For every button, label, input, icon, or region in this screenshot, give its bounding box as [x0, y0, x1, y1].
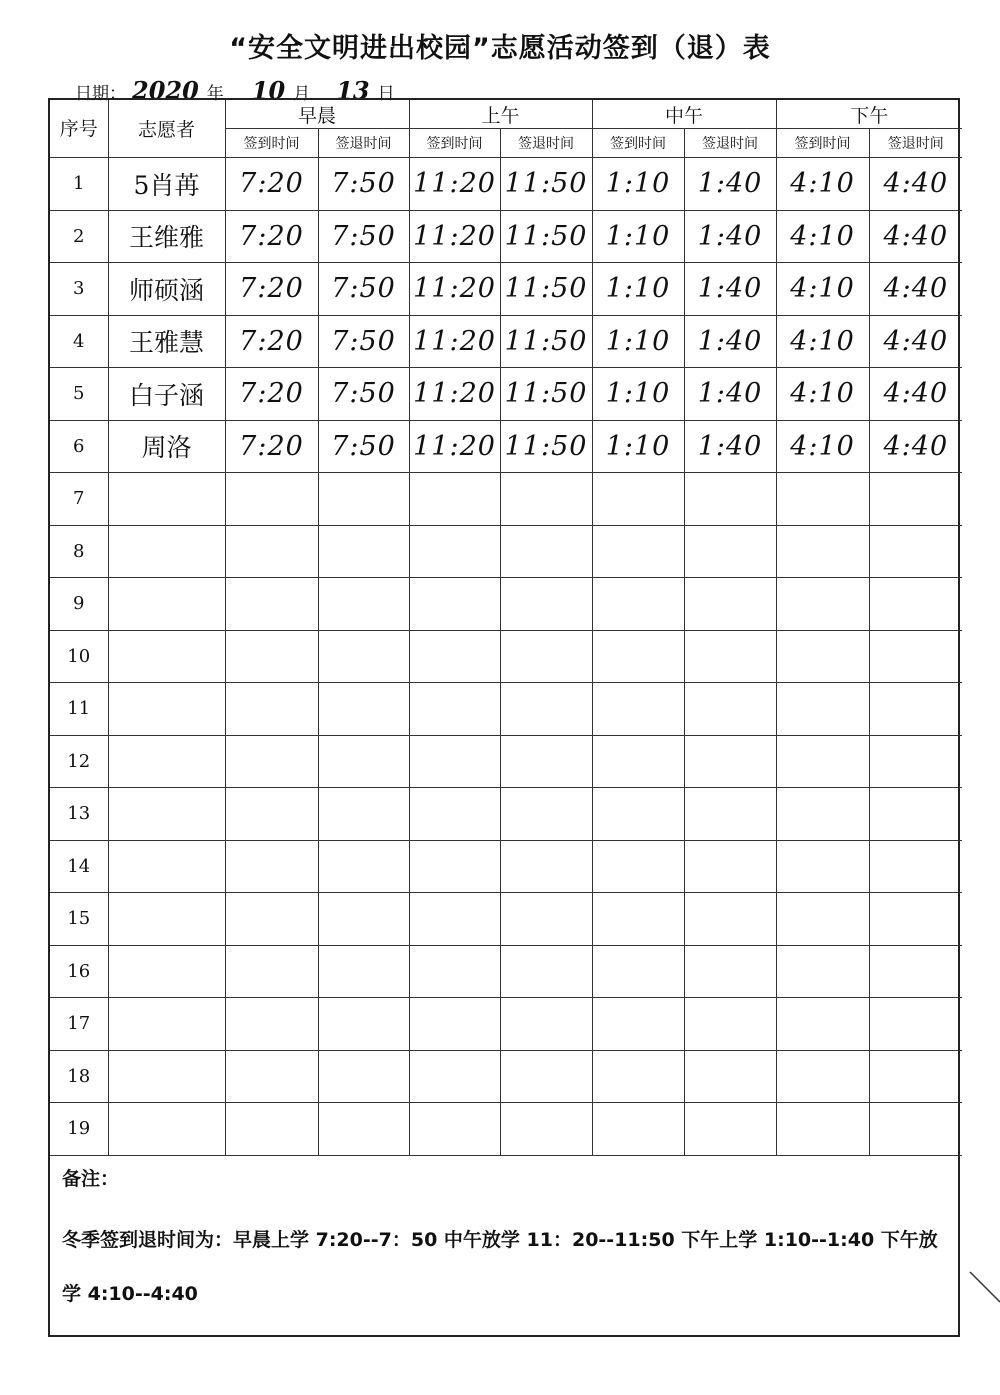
- volunteer-name: 白子涵: [108, 368, 225, 421]
- row-number: 13: [50, 788, 108, 841]
- table-row: [50, 630, 962, 683]
- signout-time: [684, 578, 776, 631]
- signin-time: [592, 840, 684, 893]
- signout-time: 1:40: [684, 315, 776, 368]
- subheader-cell: 签退时间: [684, 129, 776, 158]
- volunteer-name: 王雅慧: [108, 315, 225, 368]
- signout-time: 11:50: [500, 158, 592, 211]
- signin-time: 11:20: [409, 368, 500, 421]
- table-row: [50, 840, 962, 893]
- signout-time: [869, 735, 962, 788]
- signin-time: [409, 945, 500, 998]
- period-header: 早晨: [225, 100, 409, 129]
- signin-time: [592, 1103, 684, 1156]
- table-row: [50, 893, 962, 946]
- signin-time: [776, 473, 869, 526]
- signout-time: [318, 1050, 409, 1103]
- signin-time: 4:10: [776, 263, 869, 316]
- signin-time: [776, 735, 869, 788]
- signin-time: [409, 1050, 500, 1103]
- subheader-cell: 签退时间: [500, 129, 592, 158]
- signout-time: [500, 683, 592, 736]
- table-row: [50, 315, 962, 368]
- row-number: 4: [50, 315, 108, 368]
- signout-time: [684, 525, 776, 578]
- signout-time: 7:50: [318, 210, 409, 263]
- row-number: 11: [50, 683, 108, 736]
- table-row: [50, 420, 962, 473]
- signin-time: [409, 735, 500, 788]
- signin-time: 4:10: [776, 210, 869, 263]
- row-number: 18: [50, 1050, 108, 1103]
- signin-time: [776, 683, 869, 736]
- signout-time: [318, 840, 409, 893]
- table-row: [50, 735, 962, 788]
- signout-time: [318, 1103, 409, 1156]
- signin-time: 11:20: [409, 210, 500, 263]
- row-number: 8: [50, 525, 108, 578]
- signin-time: [776, 788, 869, 841]
- table-row: [50, 473, 962, 526]
- signout-time: [500, 1050, 592, 1103]
- signin-time: [225, 1103, 318, 1156]
- signout-time: [500, 1103, 592, 1156]
- signout-time: 7:50: [318, 263, 409, 316]
- signin-time: [225, 893, 318, 946]
- volunteer-name: [108, 1050, 225, 1103]
- date-day-unit: 日: [377, 84, 395, 104]
- signout-time: [500, 735, 592, 788]
- signin-sheet: [48, 98, 960, 1337]
- signout-time: [869, 1050, 962, 1103]
- volunteer-name: [108, 840, 225, 893]
- volunteer-name: 5肖苒: [108, 158, 225, 211]
- signin-time: 1:10: [592, 368, 684, 421]
- subheader-cell: 签到时间: [225, 129, 318, 158]
- row-number: 2: [50, 210, 108, 263]
- volunteer-header: 志愿者: [108, 100, 225, 158]
- signin-time: [592, 945, 684, 998]
- signin-time: [776, 630, 869, 683]
- volunteer-name: 师硕涵: [108, 263, 225, 316]
- signin-time: [592, 735, 684, 788]
- subheader-cell: 签退时间: [869, 129, 962, 158]
- signout-time: [318, 893, 409, 946]
- signout-time: [684, 630, 776, 683]
- signin-time: [225, 578, 318, 631]
- volunteer-name: [108, 473, 225, 526]
- volunteer-name: 王维雅: [108, 210, 225, 263]
- signout-time: [684, 735, 776, 788]
- period-header: 上午: [409, 100, 592, 129]
- period-header: 中午: [592, 100, 776, 129]
- signout-time: [869, 1103, 962, 1156]
- signout-time: [684, 1103, 776, 1156]
- row-number: 14: [50, 840, 108, 893]
- signin-time: 4:10: [776, 420, 869, 473]
- signin-time: 1:10: [592, 158, 684, 211]
- notes-text: 冬季签到退时间为：早晨上学 7:20--7：50 中午放学 11：20--11:50 下午上学 1:10--1:40 下午放学 4:10--4:40: [62, 1228, 938, 1305]
- signout-time: [684, 788, 776, 841]
- table-body: [50, 158, 962, 1156]
- signin-time: 7:20: [225, 263, 318, 316]
- row-number: 19: [50, 1103, 108, 1156]
- signout-time: 1:40: [684, 368, 776, 421]
- row-number: 6: [50, 420, 108, 473]
- table-row: [50, 1103, 962, 1156]
- row-number: 1: [50, 158, 108, 211]
- date-day: 13: [336, 76, 370, 105]
- volunteer-name: [108, 945, 225, 998]
- signout-time: [869, 473, 962, 526]
- signin-time: 7:20: [225, 368, 318, 421]
- signin-time: 7:20: [225, 158, 318, 211]
- signin-time: [776, 1050, 869, 1103]
- signin-time: [409, 893, 500, 946]
- volunteer-name: 周洛: [108, 420, 225, 473]
- signout-time: [869, 788, 962, 841]
- signin-time: 11:20: [409, 263, 500, 316]
- row-number: 15: [50, 893, 108, 946]
- signout-time: 11:50: [500, 263, 592, 316]
- volunteer-name: [108, 735, 225, 788]
- seq-header: 序号: [50, 100, 108, 158]
- signout-time: [869, 525, 962, 578]
- signin-time: 7:20: [225, 210, 318, 263]
- signin-time: [225, 473, 318, 526]
- signin-time: [592, 998, 684, 1051]
- form-title: “安全文明进出校园”志愿活动签到（退）表: [229, 33, 771, 64]
- signout-time: [869, 630, 962, 683]
- signout-time: 1:40: [684, 263, 776, 316]
- signout-time: [318, 788, 409, 841]
- date-month-unit: 月: [293, 84, 311, 104]
- page-corner-mark: [960, 1262, 1000, 1322]
- row-number: 7: [50, 473, 108, 526]
- signout-time: 11:50: [500, 368, 592, 421]
- volunteer-name: [108, 893, 225, 946]
- signout-time: 7:50: [318, 420, 409, 473]
- signin-time: [409, 473, 500, 526]
- signin-time: [776, 893, 869, 946]
- signout-time: 4:40: [869, 210, 962, 263]
- row-number: 17: [50, 998, 108, 1051]
- signin-time: [776, 998, 869, 1051]
- signin-time: 11:20: [409, 315, 500, 368]
- signin-time: [225, 630, 318, 683]
- signout-time: [500, 525, 592, 578]
- signout-time: [684, 683, 776, 736]
- signout-time: [500, 945, 592, 998]
- signout-time: [500, 630, 592, 683]
- signin-time: [776, 840, 869, 893]
- signout-time: 4:40: [869, 158, 962, 211]
- signin-time: [776, 1103, 869, 1156]
- signout-time: [869, 578, 962, 631]
- table-row: [50, 578, 962, 631]
- signout-time: [684, 945, 776, 998]
- signin-time: 1:10: [592, 263, 684, 316]
- signout-time: [500, 893, 592, 946]
- volunteer-name: [108, 998, 225, 1051]
- signin-time: [409, 525, 500, 578]
- signin-time: [592, 788, 684, 841]
- subheader-cell: 签退时间: [318, 129, 409, 158]
- signout-time: 11:50: [500, 210, 592, 263]
- table-row: [50, 788, 962, 841]
- signout-time: [318, 630, 409, 683]
- row-number: 5: [50, 368, 108, 421]
- signin-time: 4:10: [776, 315, 869, 368]
- signin-time: 11:20: [409, 420, 500, 473]
- signout-time: 4:40: [869, 368, 962, 421]
- subheader-cell: 签到时间: [776, 129, 869, 158]
- signout-time: [684, 473, 776, 526]
- signout-time: 11:50: [500, 420, 592, 473]
- signout-time: [318, 578, 409, 631]
- signout-time: [869, 998, 962, 1051]
- signout-time: 7:50: [318, 368, 409, 421]
- signout-time: [869, 945, 962, 998]
- table-row: [50, 525, 962, 578]
- row-number: 9: [50, 578, 108, 631]
- signin-time: 1:10: [592, 420, 684, 473]
- signout-time: [318, 735, 409, 788]
- notes-section: [50, 1156, 958, 1335]
- signout-time: [500, 840, 592, 893]
- volunteer-name: [108, 788, 225, 841]
- signout-time: 7:50: [318, 315, 409, 368]
- signout-time: [500, 788, 592, 841]
- signout-time: [318, 525, 409, 578]
- signin-table: [50, 100, 962, 1156]
- signout-time: [869, 840, 962, 893]
- signin-time: [409, 683, 500, 736]
- signin-time: [225, 840, 318, 893]
- row-number: 12: [50, 735, 108, 788]
- signin-time: [225, 683, 318, 736]
- signout-time: [869, 683, 962, 736]
- volunteer-name: [108, 525, 225, 578]
- row-number: 16: [50, 945, 108, 998]
- signin-time: [225, 1050, 318, 1103]
- signin-time: [225, 788, 318, 841]
- table-row: [50, 998, 962, 1051]
- signin-time: [592, 683, 684, 736]
- signout-time: [869, 893, 962, 946]
- signin-time: 7:20: [225, 315, 318, 368]
- signin-time: [592, 525, 684, 578]
- signin-time: [409, 840, 500, 893]
- signout-time: [500, 473, 592, 526]
- signin-time: [592, 1050, 684, 1103]
- signin-time: [225, 525, 318, 578]
- row-number: 3: [50, 263, 108, 316]
- signin-time: [225, 945, 318, 998]
- volunteer-name: [108, 683, 225, 736]
- signin-time: [592, 893, 684, 946]
- signin-time: [409, 1103, 500, 1156]
- table-row: [50, 1050, 962, 1103]
- signin-time: 4:10: [776, 368, 869, 421]
- period-header: 下午: [776, 100, 962, 129]
- table-row: [50, 945, 962, 998]
- signout-time: 1:40: [684, 420, 776, 473]
- signin-time: [776, 578, 869, 631]
- signin-time: [592, 630, 684, 683]
- signout-time: [500, 998, 592, 1051]
- signout-time: 1:40: [684, 158, 776, 211]
- signout-time: [318, 683, 409, 736]
- signin-time: [592, 578, 684, 631]
- row-number: 10: [50, 630, 108, 683]
- date-year: 2020: [132, 76, 199, 105]
- signout-time: [684, 1050, 776, 1103]
- signout-time: [684, 840, 776, 893]
- subheader-cell: 签到时间: [592, 129, 684, 158]
- signin-time: 1:10: [592, 210, 684, 263]
- signin-time: 1:10: [592, 315, 684, 368]
- volunteer-name: [108, 578, 225, 631]
- signin-time: [776, 945, 869, 998]
- table-row: [50, 683, 962, 736]
- signin-time: 7:20: [225, 420, 318, 473]
- signout-time: [684, 893, 776, 946]
- signin-time: [225, 735, 318, 788]
- signout-time: 4:40: [869, 315, 962, 368]
- signout-time: [684, 998, 776, 1051]
- signin-time: 11:20: [409, 158, 500, 211]
- table-row: [50, 263, 962, 316]
- date-month: 10: [251, 76, 286, 105]
- signout-time: 4:40: [869, 263, 962, 316]
- signin-time: [409, 998, 500, 1051]
- signin-time: [592, 473, 684, 526]
- signin-time: [225, 998, 318, 1051]
- signout-time: [318, 998, 409, 1051]
- signin-time: [409, 630, 500, 683]
- table-row: [50, 368, 962, 421]
- signin-time: [409, 788, 500, 841]
- signout-time: [318, 473, 409, 526]
- signin-time: 4:10: [776, 158, 869, 211]
- volunteer-name: [108, 630, 225, 683]
- signout-time: 4:40: [869, 420, 962, 473]
- signin-time: [776, 525, 869, 578]
- signout-time: 1:40: [684, 210, 776, 263]
- signout-time: 11:50: [500, 315, 592, 368]
- table-row: [50, 158, 962, 211]
- subheader-cell: 签到时间: [409, 129, 500, 158]
- date-year-unit: 年: [206, 84, 224, 104]
- signout-time: [318, 945, 409, 998]
- table-row: [50, 210, 962, 263]
- date-label: 日期：: [75, 84, 126, 104]
- signout-time: 7:50: [318, 158, 409, 211]
- volunteer-name: [108, 1103, 225, 1156]
- notes-label: 备注：: [62, 1167, 120, 1190]
- signout-time: [500, 578, 592, 631]
- signin-time: [409, 578, 500, 631]
